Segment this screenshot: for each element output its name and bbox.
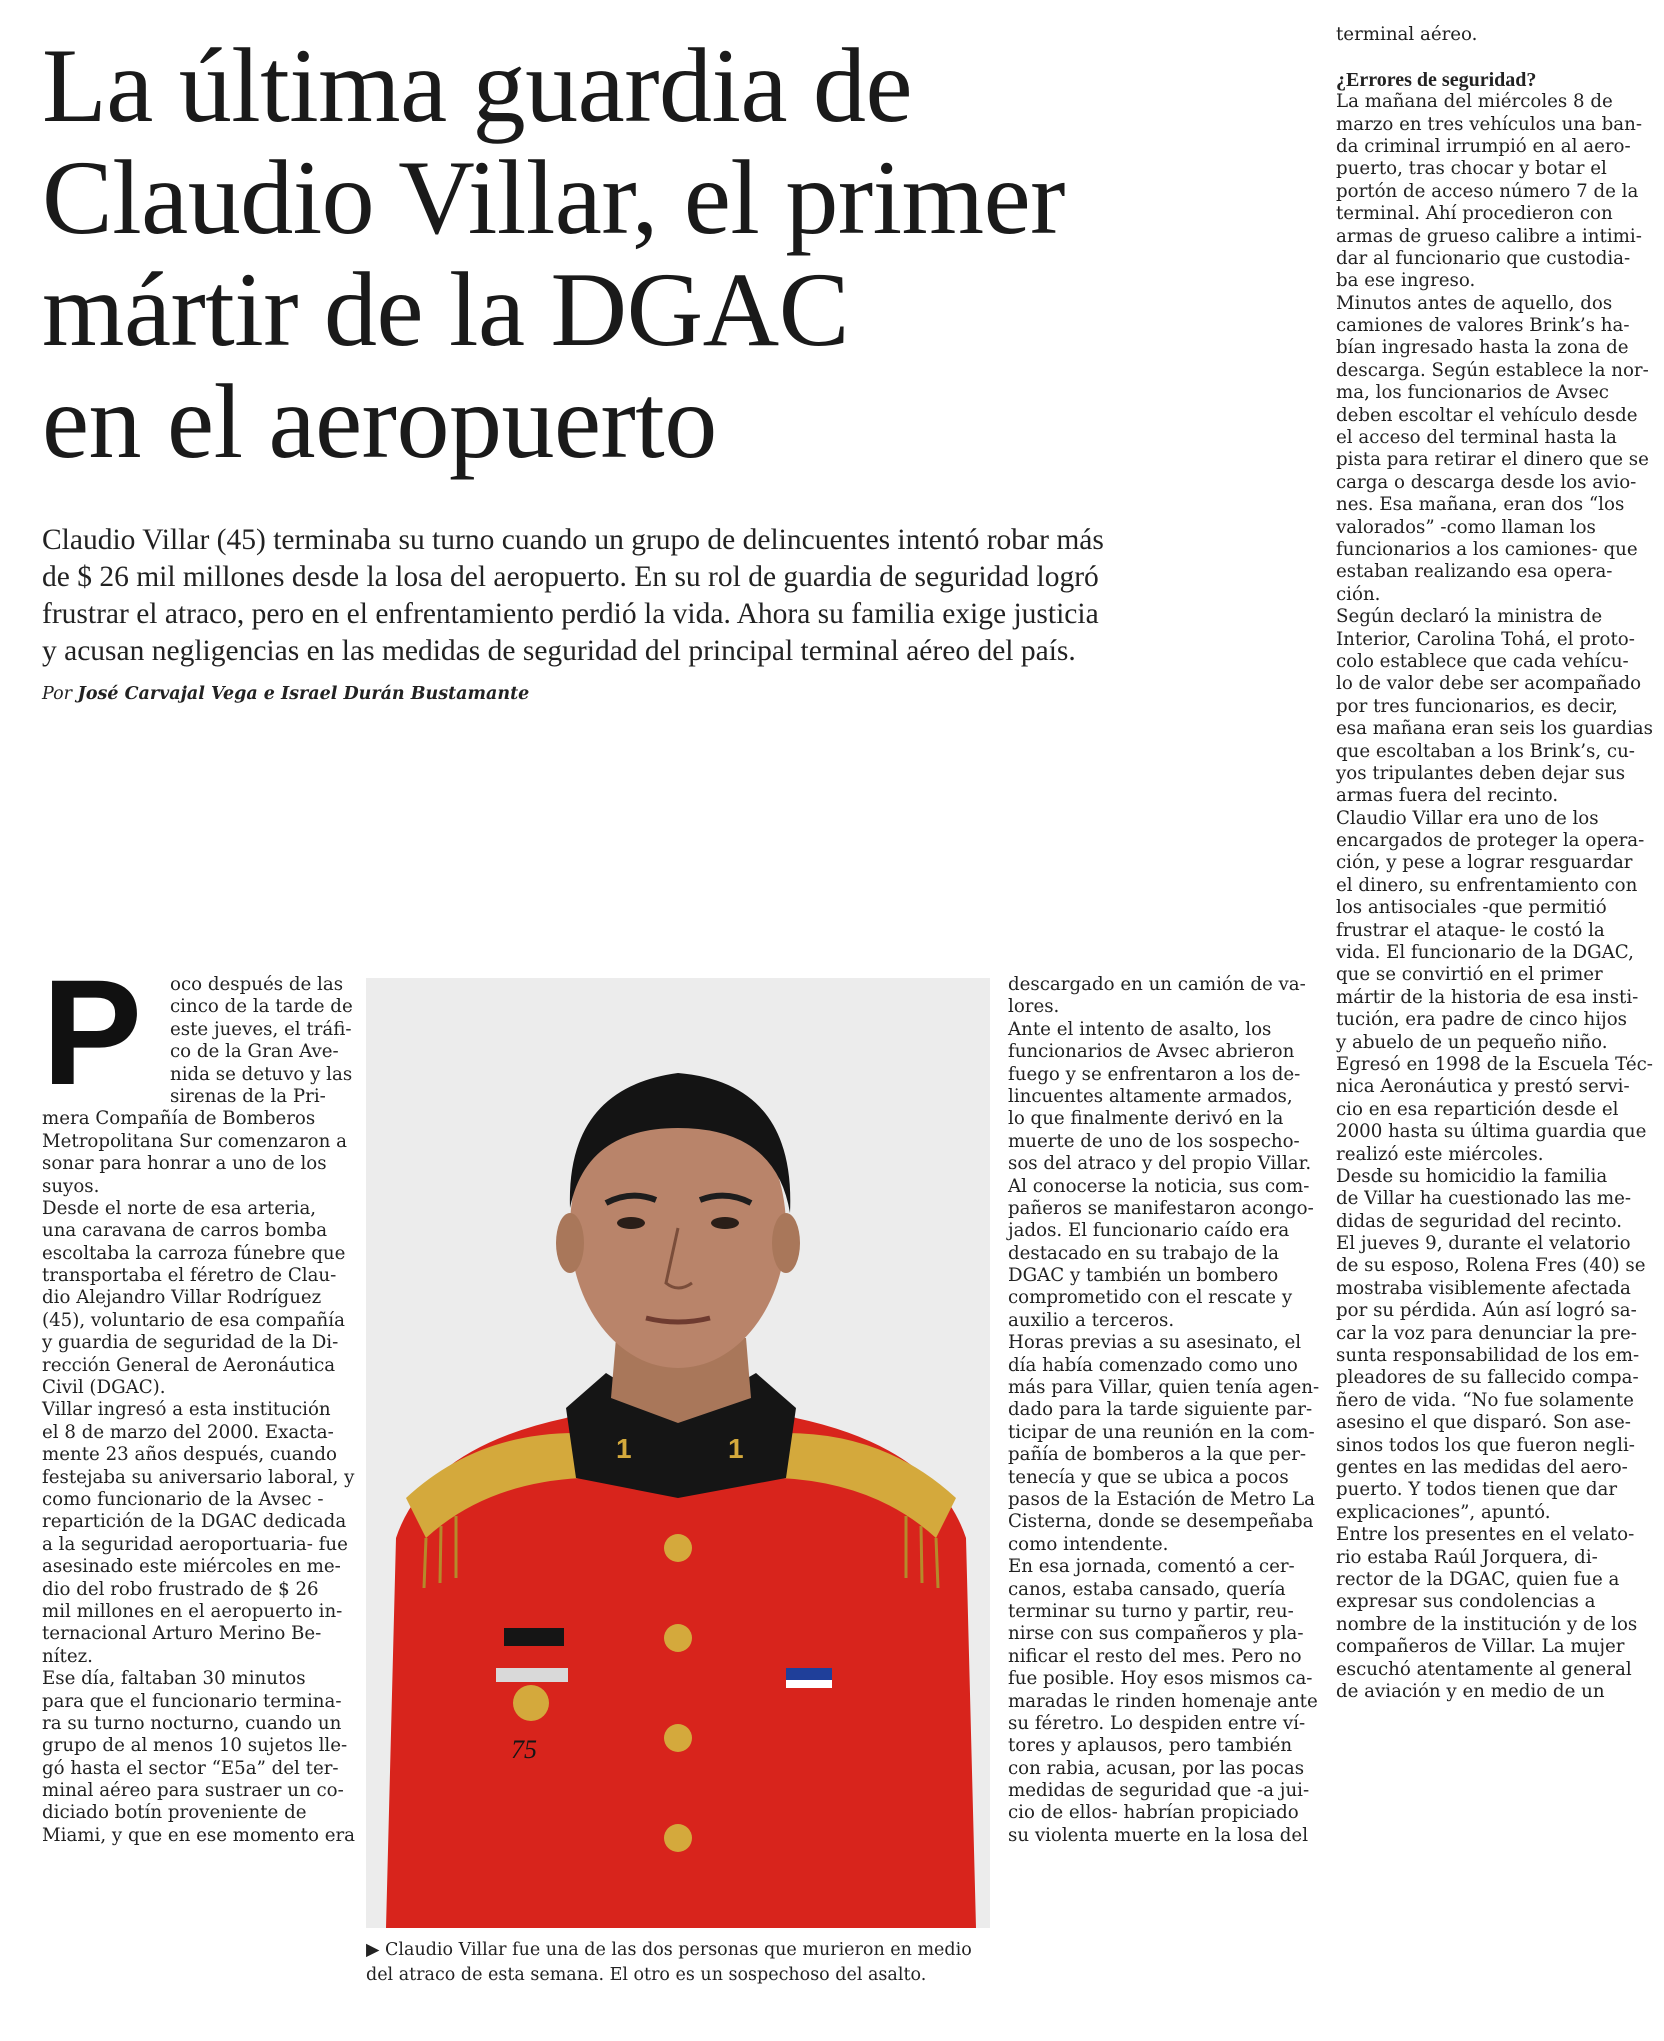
text-line: pasos de la Estación de Metro La: [1008, 1488, 1315, 1510]
text-line: Cisterna, donde se desempeñaba: [1008, 1511, 1314, 1533]
text-line: Interior, Carolina Tohá, el proto-: [1336, 628, 1635, 650]
text-line: nombre de la institución y de los: [1336, 1613, 1638, 1635]
svg-text:1: 1: [616, 1433, 632, 1464]
text-line: rección General de Aeronáutica: [42, 1354, 336, 1376]
text-line: La mañana del miércoles 8 de: [1336, 91, 1613, 113]
headline-line: en el aeropuerto: [42, 363, 717, 480]
text-line: explicaciones”, apuntó.: [1336, 1501, 1551, 1523]
text-line: Según declaró la ministra de: [1336, 606, 1603, 628]
text-line: este jueves, el tráfi-: [170, 1018, 352, 1040]
text-line: armas fuera del recinto.: [1336, 785, 1559, 807]
text-line: ternacional Arturo Merino Be-: [42, 1623, 322, 1645]
text-line: colo establece que cada vehícu-: [1336, 650, 1629, 672]
text-line: ticipar de una reunión en la com-: [1008, 1421, 1315, 1443]
text-line: para que el funcionario termina-: [42, 1690, 342, 1712]
text-line: y abuelo de un pequeño niño.: [1336, 1031, 1608, 1053]
text-line: tenecía y que se ubica a pocos: [1008, 1466, 1289, 1488]
text-line: auxilio a terceros.: [1008, 1309, 1175, 1331]
text-line: Civil (DGAC).: [42, 1377, 166, 1399]
text-line: sos del atraco y del propio Villar.: [1008, 1153, 1312, 1175]
text-line: y guardia de seguridad de la Di-: [42, 1332, 339, 1354]
text-line: el acceso del terminal hasta la: [1336, 427, 1617, 449]
text-line: repartición de la DGAC dedicada: [42, 1511, 347, 1533]
text-line: medidas de seguridad que -a jui-: [1008, 1780, 1310, 1802]
text-line: esa mañana eran seis los guardias: [1336, 718, 1653, 740]
text-line: nirse con sus compañeros y pla-: [1008, 1623, 1304, 1645]
text-line: Minutos antes de aquello, dos: [1336, 292, 1613, 314]
text-line: asesino el que disparó. Son ase-: [1336, 1412, 1631, 1434]
text-line: asesinado este miércoles en me-: [42, 1556, 341, 1578]
text-line: sonar para honrar a uno de los: [42, 1153, 327, 1175]
body-column-3: [1008, 974, 1320, 1847]
text-line: cio de ellos- habrían propiciado: [1008, 1802, 1299, 1824]
svg-text:1: 1: [728, 1433, 744, 1464]
drop-cap: P: [42, 948, 143, 1116]
text-line: dio del robo frustrado de $ 26: [42, 1578, 319, 1600]
headline-line: Claudio Villar, el primer: [42, 139, 1065, 256]
text-line: rector de la DGAC, quien fue a: [1336, 1568, 1620, 1590]
text-line: como funcionario de la Avsec -: [42, 1488, 324, 1510]
text-line: por tres funcionarios, es decir,: [1336, 695, 1618, 717]
lead-paragraph: [42, 522, 1282, 670]
text-line: estaban realizando esa opera-: [1336, 561, 1613, 583]
caption-line: ▶ Claudio Villar fue una de las dos personas que murieron en medio: [366, 1940, 972, 1960]
text-line: Horas previas a su asesinato, el: [1008, 1332, 1302, 1354]
text-line: Ante el intento de asalto, los: [1008, 1018, 1272, 1040]
text-line: diciado botín proveniente de: [42, 1802, 307, 1824]
text-line: Villar ingresó a esta institución: [42, 1399, 331, 1421]
text-line: (45), voluntario de esa compañía: [42, 1309, 345, 1331]
text-line: una caravana de carros bomba: [42, 1220, 328, 1242]
text-line: ba ese ingreso.: [1336, 270, 1476, 292]
text-line: puerto, tras chocar y botar el: [1336, 158, 1607, 180]
text-line: rio estaba Raúl Jorquera, di-: [1336, 1546, 1598, 1568]
text-line: Ese día, faltaban 30 minutos: [42, 1668, 306, 1690]
text-line: 2000 hasta su última guardia que: [1336, 1121, 1647, 1143]
text-line: yos tripulantes deben dejar sus: [1336, 762, 1626, 784]
text-line: como intendente.: [1008, 1533, 1169, 1555]
lead-line: de $ 26 mil millones desde la losa del aeropuerto. En su rol de guardia de seguridad logró: [42, 561, 1099, 593]
lead-line: y acusan negligencias en las medidas de seguridad del principal terminal aéreo del país.: [42, 635, 1076, 667]
text-line: ción, y pese a lograr resguardar: [1336, 852, 1633, 874]
text-line: los antisociales -que permitió: [1336, 897, 1607, 919]
text-line: por su pérdida. Aún así logró sa-: [1336, 1300, 1637, 1322]
text-line: car la voz para denunciar la pre-: [1336, 1322, 1637, 1344]
text-line: dar al funcionario que custodia-: [1336, 247, 1631, 269]
text-line: nida se detuvo y las: [170, 1063, 353, 1085]
text-line: puerto. Y todos tienen que dar: [1336, 1479, 1618, 1501]
text-line: su féretro. Lo despiden entre ví-: [1008, 1712, 1306, 1734]
text-line: de aviación y en medio de un: [1336, 1680, 1605, 1702]
text-line: de Villar ha cuestionado las me-: [1336, 1188, 1632, 1210]
text-line: ñero de vida. “No fue solamente: [1336, 1389, 1634, 1411]
text-line: ¿Errores de seguridad?: [1336, 68, 1537, 91]
text-line: camiones de valores Brink’s ha-: [1336, 315, 1630, 337]
text-line: nica Aeronáutica y prestó servi-: [1336, 1076, 1630, 1098]
lead-line: Claudio Villar (45) terminaba su turno cuando un grupo de delincuentes intentó robar más: [42, 524, 1104, 556]
text-line: festejaba su aniversario laboral, y: [42, 1466, 355, 1488]
lead-line: frustrar el atraco, pero en el enfrentamiento perdió la vida. Ahora su familia exige justicia: [42, 598, 1099, 630]
text-line: maradas le rinden homenaje ante: [1008, 1690, 1318, 1712]
text-line: portón de acceso número 7 de la: [1336, 180, 1639, 202]
text-line: sinos todos los que fueron negli-: [1336, 1434, 1635, 1456]
text-line: marzo en tres vehículos una ban-: [1336, 113, 1642, 135]
text-line: muerte de uno de los sospecho-: [1008, 1130, 1300, 1152]
text-line: terminal. Ahí procedieron con: [1336, 203, 1613, 225]
text-line: dado para la tarde siguiente par-: [1008, 1399, 1313, 1421]
text-line: lores.: [1008, 996, 1060, 1018]
text-line: valorados” -como llaman los: [1336, 516, 1596, 538]
text-line: gentes en las medidas del aero-: [1336, 1457, 1628, 1478]
text-line: sirenas de la Pri-: [170, 1085, 326, 1107]
text-line: funcionarios de Avsec abrieron: [1008, 1041, 1295, 1063]
text-line: escoltaba la carroza fúnebre que: [42, 1242, 346, 1264]
text-line: ra su turno nocturno, cuando un: [42, 1712, 342, 1734]
text-line: Metropolitana Sur comenzaron a: [42, 1130, 347, 1152]
text-line: mostraba visiblemente afectada: [1336, 1277, 1631, 1299]
text-line: tución, era padre de cinco hijos: [1336, 1009, 1627, 1031]
text-line: cinco de la tarde de: [170, 996, 353, 1018]
text-line: oco después de las: [170, 974, 344, 995]
text-line: da criminal irrumpió en al aero-: [1336, 135, 1631, 157]
text-line: lincuentes altamente armados,: [1008, 1085, 1293, 1107]
headline-line: mártir de la DGAC: [42, 251, 849, 368]
text-line: pañía de bomberos a la que per-: [1008, 1444, 1307, 1466]
text-line: dio Alejandro Villar Rodríguez: [42, 1287, 322, 1309]
text-line: realizó este miércoles.: [1336, 1143, 1544, 1165]
portrait-illustration: [366, 978, 990, 1928]
text-line: gó hasta el sector “E5a” del ter-: [42, 1757, 339, 1779]
text-line: terminar su turno y partir, reu-: [1008, 1600, 1294, 1622]
text-line: que se convirtió en el primer: [1336, 964, 1603, 986]
text-line: frustrar el ataque- le costó la: [1336, 919, 1605, 941]
text-line: mártir de la historia de esa insti-: [1336, 986, 1639, 1008]
text-line: el dinero, su enfrentamiento con: [1336, 874, 1638, 896]
text-line: comprometido con el rescate y: [1008, 1287, 1293, 1309]
text-line: bían ingresado hasta la zona de: [1336, 337, 1629, 359]
text-line: Claudio Villar era uno de los: [1336, 807, 1599, 829]
text-line: descarga. Según establece la nor-: [1336, 359, 1649, 381]
text-line: En esa jornada, comentó a cer-: [1008, 1556, 1295, 1578]
text-line: pleadores de su fallecido compa-: [1336, 1367, 1639, 1389]
text-line: ma, los funcionarios de Avsec: [1336, 382, 1609, 404]
text-line: co de la Gran Ave-: [170, 1041, 339, 1063]
text-line: suyos.: [42, 1175, 100, 1197]
text-line: mil millones en el aeropuerto in-: [42, 1600, 343, 1622]
text-line: minal aéreo para sustraer un co-: [42, 1780, 344, 1802]
text-line: lo de valor debe ser acompañado: [1336, 673, 1642, 695]
text-line: armas de grueso calibre a intimi-: [1336, 225, 1642, 247]
text-line: expresar sus condolencias a: [1336, 1591, 1596, 1613]
text-line: lo que finalmente derivó en la: [1008, 1108, 1284, 1130]
text-line: descargado en un camión de va-: [1008, 974, 1306, 995]
text-line: su violenta muerte en la losa del: [1008, 1824, 1309, 1846]
uniform-patch: 75: [511, 1735, 537, 1764]
text-line: Al conocerse la noticia, sus com-: [1008, 1175, 1310, 1197]
text-line: nítez.: [42, 1645, 93, 1667]
text-line: funcionarios a los camiones- que: [1336, 538, 1638, 560]
text-line: Miami, y que en ese momento era: [42, 1824, 356, 1846]
text-line: Entre los presentes en el velato-: [1336, 1524, 1635, 1546]
photo-caption: [366, 1938, 1006, 1988]
text-line: de su esposo, Rolena Fres (40) se: [1336, 1255, 1646, 1277]
text-line: Desde su homicidio la familia: [1336, 1165, 1608, 1187]
text-line: nificar el resto del mes. Pero no: [1008, 1645, 1302, 1667]
text-line: a la seguridad aeroportuaria- fue: [42, 1533, 348, 1555]
text-line: [1336, 46, 1638, 68]
byline-prefix: Por: [42, 684, 72, 704]
text-line: escuchó atentamente al general: [1336, 1658, 1632, 1680]
text-line: fue posible. Hoy esos mismos ca-: [1008, 1668, 1313, 1690]
text-line: deben escoltar el vehículo desde: [1336, 404, 1638, 426]
headline-line: La última guardia de: [42, 27, 913, 144]
headline: [42, 27, 1272, 480]
text-line: encargados de proteger la opera-: [1336, 830, 1645, 852]
text-line: tores y aplausos, pero también: [1008, 1735, 1293, 1757]
text-line: ción.: [1336, 583, 1381, 605]
text-line: compañeros de Villar. La mujer: [1336, 1636, 1625, 1658]
text-line: que escoltaban a los Brink’s, cu-: [1336, 740, 1635, 762]
byline-authors: José Carvajal Vega e Israel Durán Bustamante: [77, 684, 530, 704]
text-line: mente 23 años después, cuando: [42, 1444, 337, 1466]
text-line: carga o descarga desde los avio-: [1336, 471, 1637, 493]
text-line: destacado en su trabajo de la: [1008, 1242, 1279, 1264]
text-line: sunta responsabilidad de los em-: [1336, 1345, 1640, 1367]
text-line: Desde el norte de esa arteria,: [42, 1197, 317, 1219]
caption-line: del atraco de esta semana. El otro es un sospechoso del asalto.: [366, 1965, 927, 1985]
text-line: pista para retirar el dinero que se: [1336, 449, 1649, 471]
body-column-1: [42, 948, 356, 1847]
body-column-4: [1336, 24, 1653, 1703]
byline: [42, 684, 529, 704]
text-line: El jueves 9, durante el velatorio: [1336, 1233, 1631, 1255]
text-line: Egresó en 1998 de la Escuela Téc-: [1336, 1053, 1653, 1075]
text-line: canos, estaba cansado, quería: [1008, 1578, 1286, 1600]
text-line: nes. Esa mañana, eran dos “los: [1336, 494, 1625, 516]
text-line: pañeros se manifestaron acongo-: [1008, 1197, 1314, 1219]
text-line: transportaba el féretro de Clau-: [42, 1265, 337, 1287]
text-line: grupo de al menos 10 sujetos lle-: [42, 1735, 348, 1757]
text-line: vida. El funcionario de la DGAC,: [1336, 942, 1634, 964]
text-line: didas de seguridad del recinto.: [1336, 1210, 1623, 1232]
text-line: DGAC y también un bombero: [1008, 1265, 1279, 1287]
text-line: el 8 de marzo del 2000. Exacta-: [42, 1421, 334, 1443]
text-line: con rabia, acusan, por las pocas: [1008, 1757, 1305, 1779]
portrait-photo: [366, 978, 990, 1928]
text-line: terminal aéreo.: [1336, 24, 1478, 45]
text-line: fuego y se enfrentaron a los de-: [1008, 1063, 1301, 1085]
text-line: jados. El funcionario caído era: [1008, 1220, 1290, 1242]
text-line: mera Compañía de Bomberos: [42, 1108, 316, 1130]
text-line: más para Villar, quien tenía agen-: [1008, 1377, 1320, 1399]
text-line: día había comenzado como uno: [1008, 1354, 1298, 1376]
text-line: cio en esa repartición desde el: [1336, 1098, 1619, 1120]
